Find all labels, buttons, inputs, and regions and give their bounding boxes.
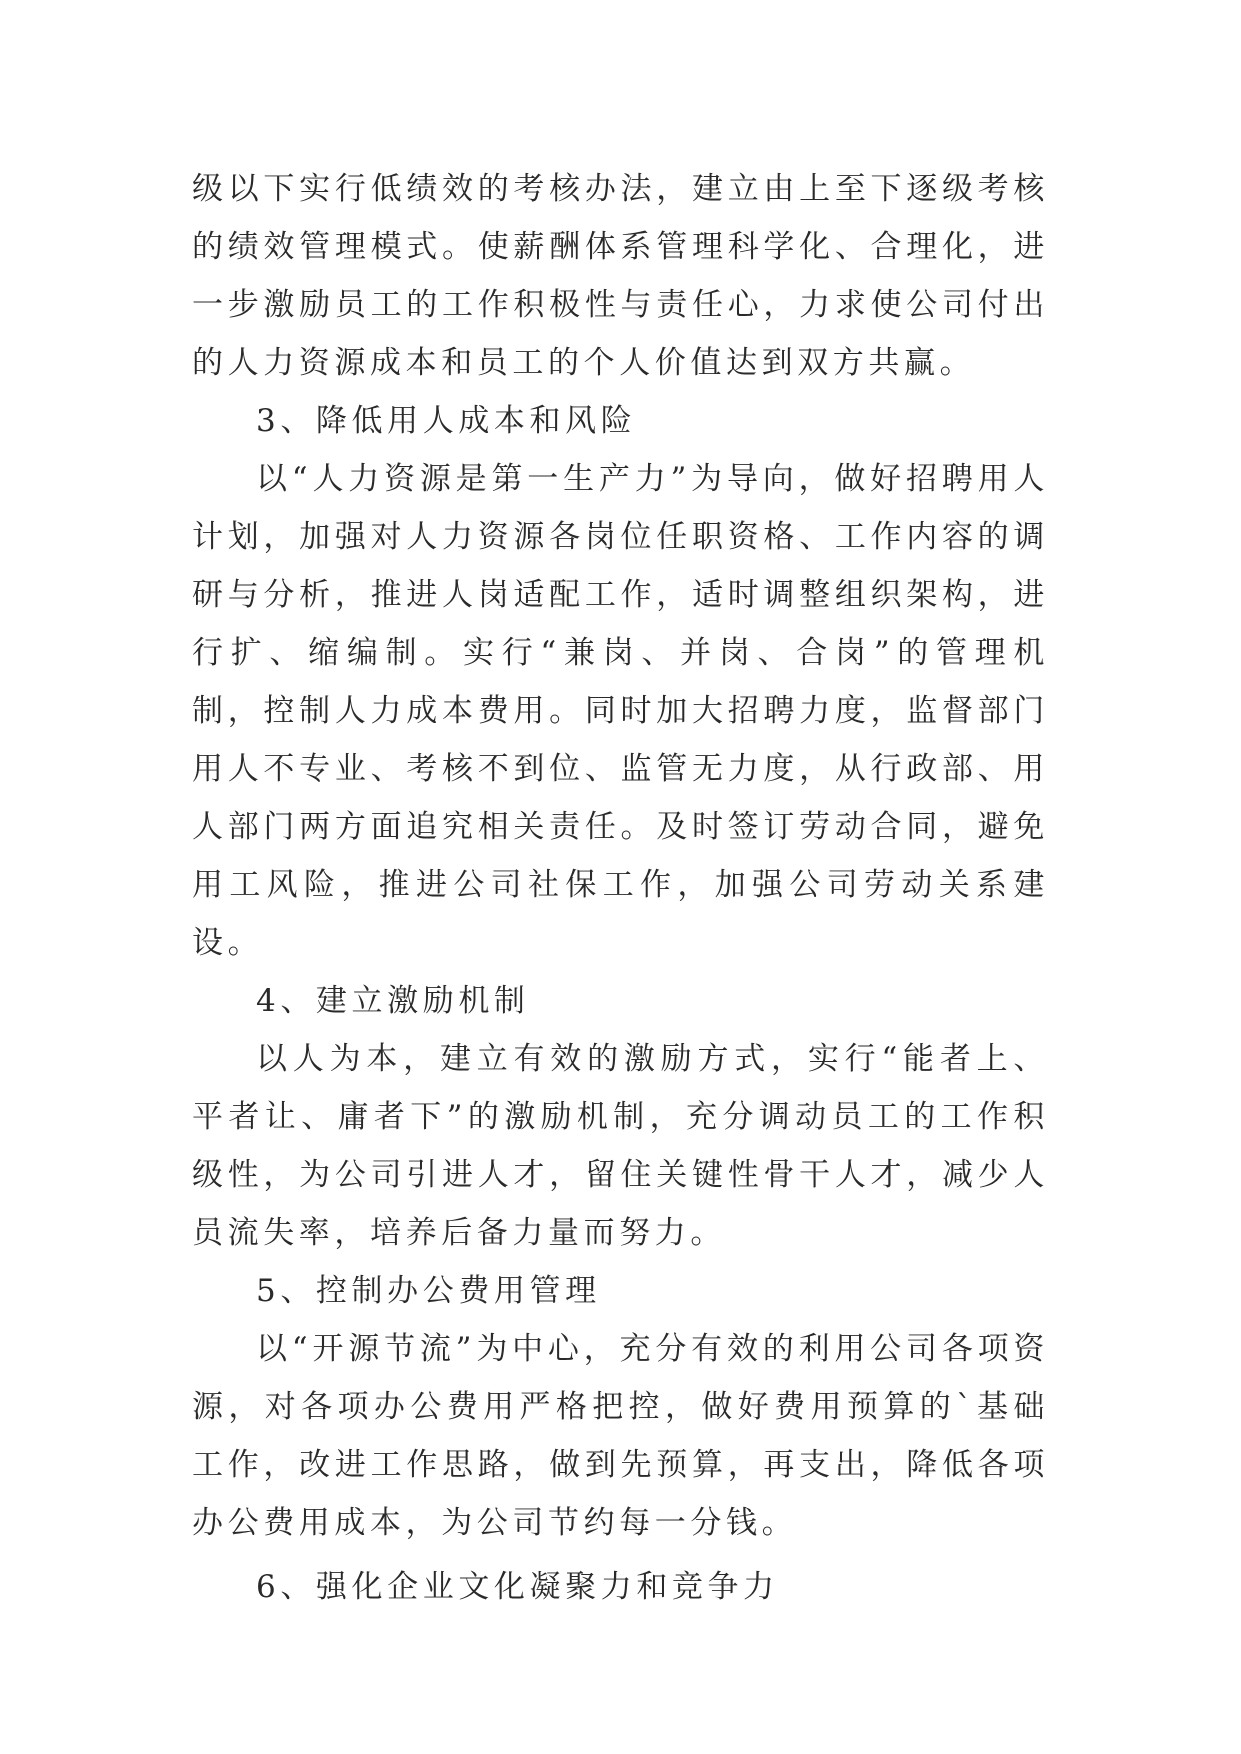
heading-incentive-mechanism: 4、建立激励机制: [256, 983, 530, 1019]
heading-reduce-labor-cost: 3、降低用人成本和风险: [256, 403, 637, 439]
paragraph-reduce-labor-cost: 以“人力资源是第一生产力”为导向，做好招聘用人计划，加强对人力资源各岗位任职资格、工作内容的调研与分析，推进人岗适配工作，适时调整组织架构，进行扩、缩编制。实行“兼岗、并岗、合岗”的管理机制，控制人力成本费用。同时加大招聘力度，监督部门用人不专业、考核不到位、监管无力度，从行政部、用人部门两方面追究相关责任。及时签订劳动合同，避免用工风险，推进公司社保工作，加强公司劳动关系建设。: [192, 461, 1049, 961]
paragraph-incentive-mechanism: 以人为本，建立有效的激励方式，实行“能者上、平者让、庸者下”的激励机制，充分调动员工的工作积级性，为公司引进人才，留住关键性骨干人才，减少人员流失率，培养后备力量而努力。: [192, 1041, 1049, 1251]
paragraph-office-expense-control: 以“开源节流”为中心，充分有效的利用公司各项资源，对各项办公费用严格把控，做好费用预算的`基础工作，改进工作思路，做到先预算，再支出，降低各项办公费用成本，为公司节约每一分钱。: [192, 1331, 1049, 1541]
document-body: [192, 160, 1049, 1616]
paragraph-performance-management: 级以下实行低绩效的考核办法，建立由上至下逐级考核的绩效管理模式。使薪酬体系管理科学化、合理化，进一步激励员工的工作积极性与责任心，力求使公司付出的人力资源成本和员工的个人价值达到双方共赢。: [192, 171, 1049, 381]
heading-corporate-culture: 6、强化企业文化凝聚力和竞争力: [256, 1569, 779, 1605]
heading-office-expense-control: 5、控制办公费用管理: [256, 1273, 601, 1309]
